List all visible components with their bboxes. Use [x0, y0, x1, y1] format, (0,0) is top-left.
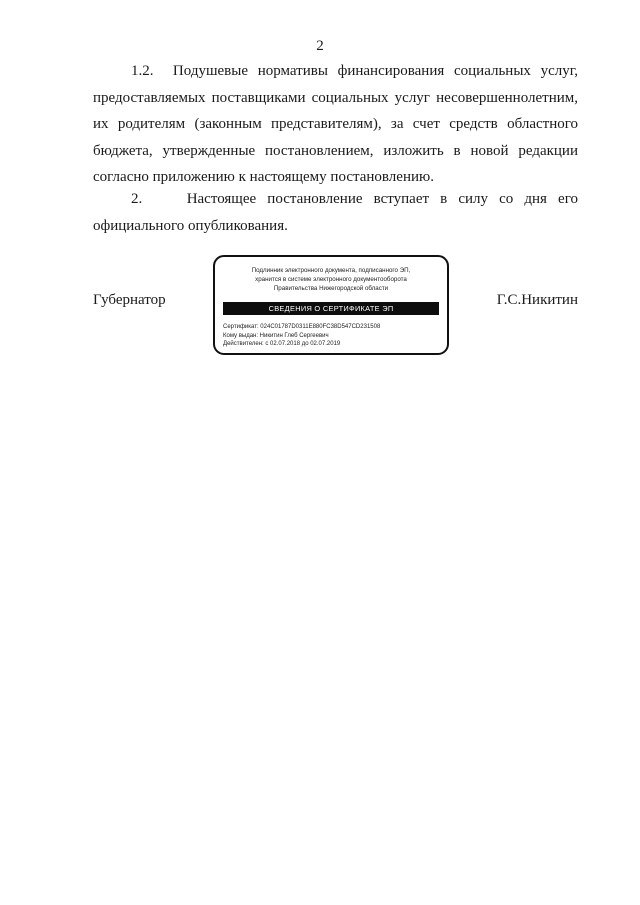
paragraph-1-2: 1.2. Подушевые нормативы финансирования социальных услуг, предоставляемых поставщиками социальных услуг несовершеннолетним, их родителям (законным представителям), за счет средств областного бюджета, утвержденные постановлением, изложить в новой редакции согласно приложению к настоящему постановлению. — [93, 63, 578, 185]
stamp-certificate: Сертификат: 024C01787D0311E880FC38D547CD231508 — [223, 324, 381, 330]
stamp-validity: Действителен: с 02.07.2018 до 02.07.2019 — [223, 341, 341, 348]
page-number: 2 — [316, 38, 324, 54]
stamp-header-bar: СВЕДЕНИЯ О СЕРТИФИКАТЕ ЭП — [223, 302, 439, 315]
stamp-intro — [215, 266, 447, 293]
signer-title: Губернатор — [93, 292, 166, 308]
stamp-issued-to: Кому выдан: Никитин Глеб Сергеевич — [223, 332, 329, 339]
stamp-details — [223, 323, 380, 349]
stamp-intro-line: хранится в системе электронного документооборота — [255, 276, 407, 283]
stamp-intro-line: Подлинник электронного документа, подписанного ЭП, — [251, 267, 411, 274]
stamp-intro-line: Правительства Нижегородской области — [273, 285, 389, 292]
paragraph-2: 2. Настоящее постановление вступает в силу со дня его официального опубликования. — [93, 191, 578, 234]
signer-name: Г.С.Никитин — [496, 292, 578, 308]
signature-certificate-stamp — [213, 255, 449, 355]
